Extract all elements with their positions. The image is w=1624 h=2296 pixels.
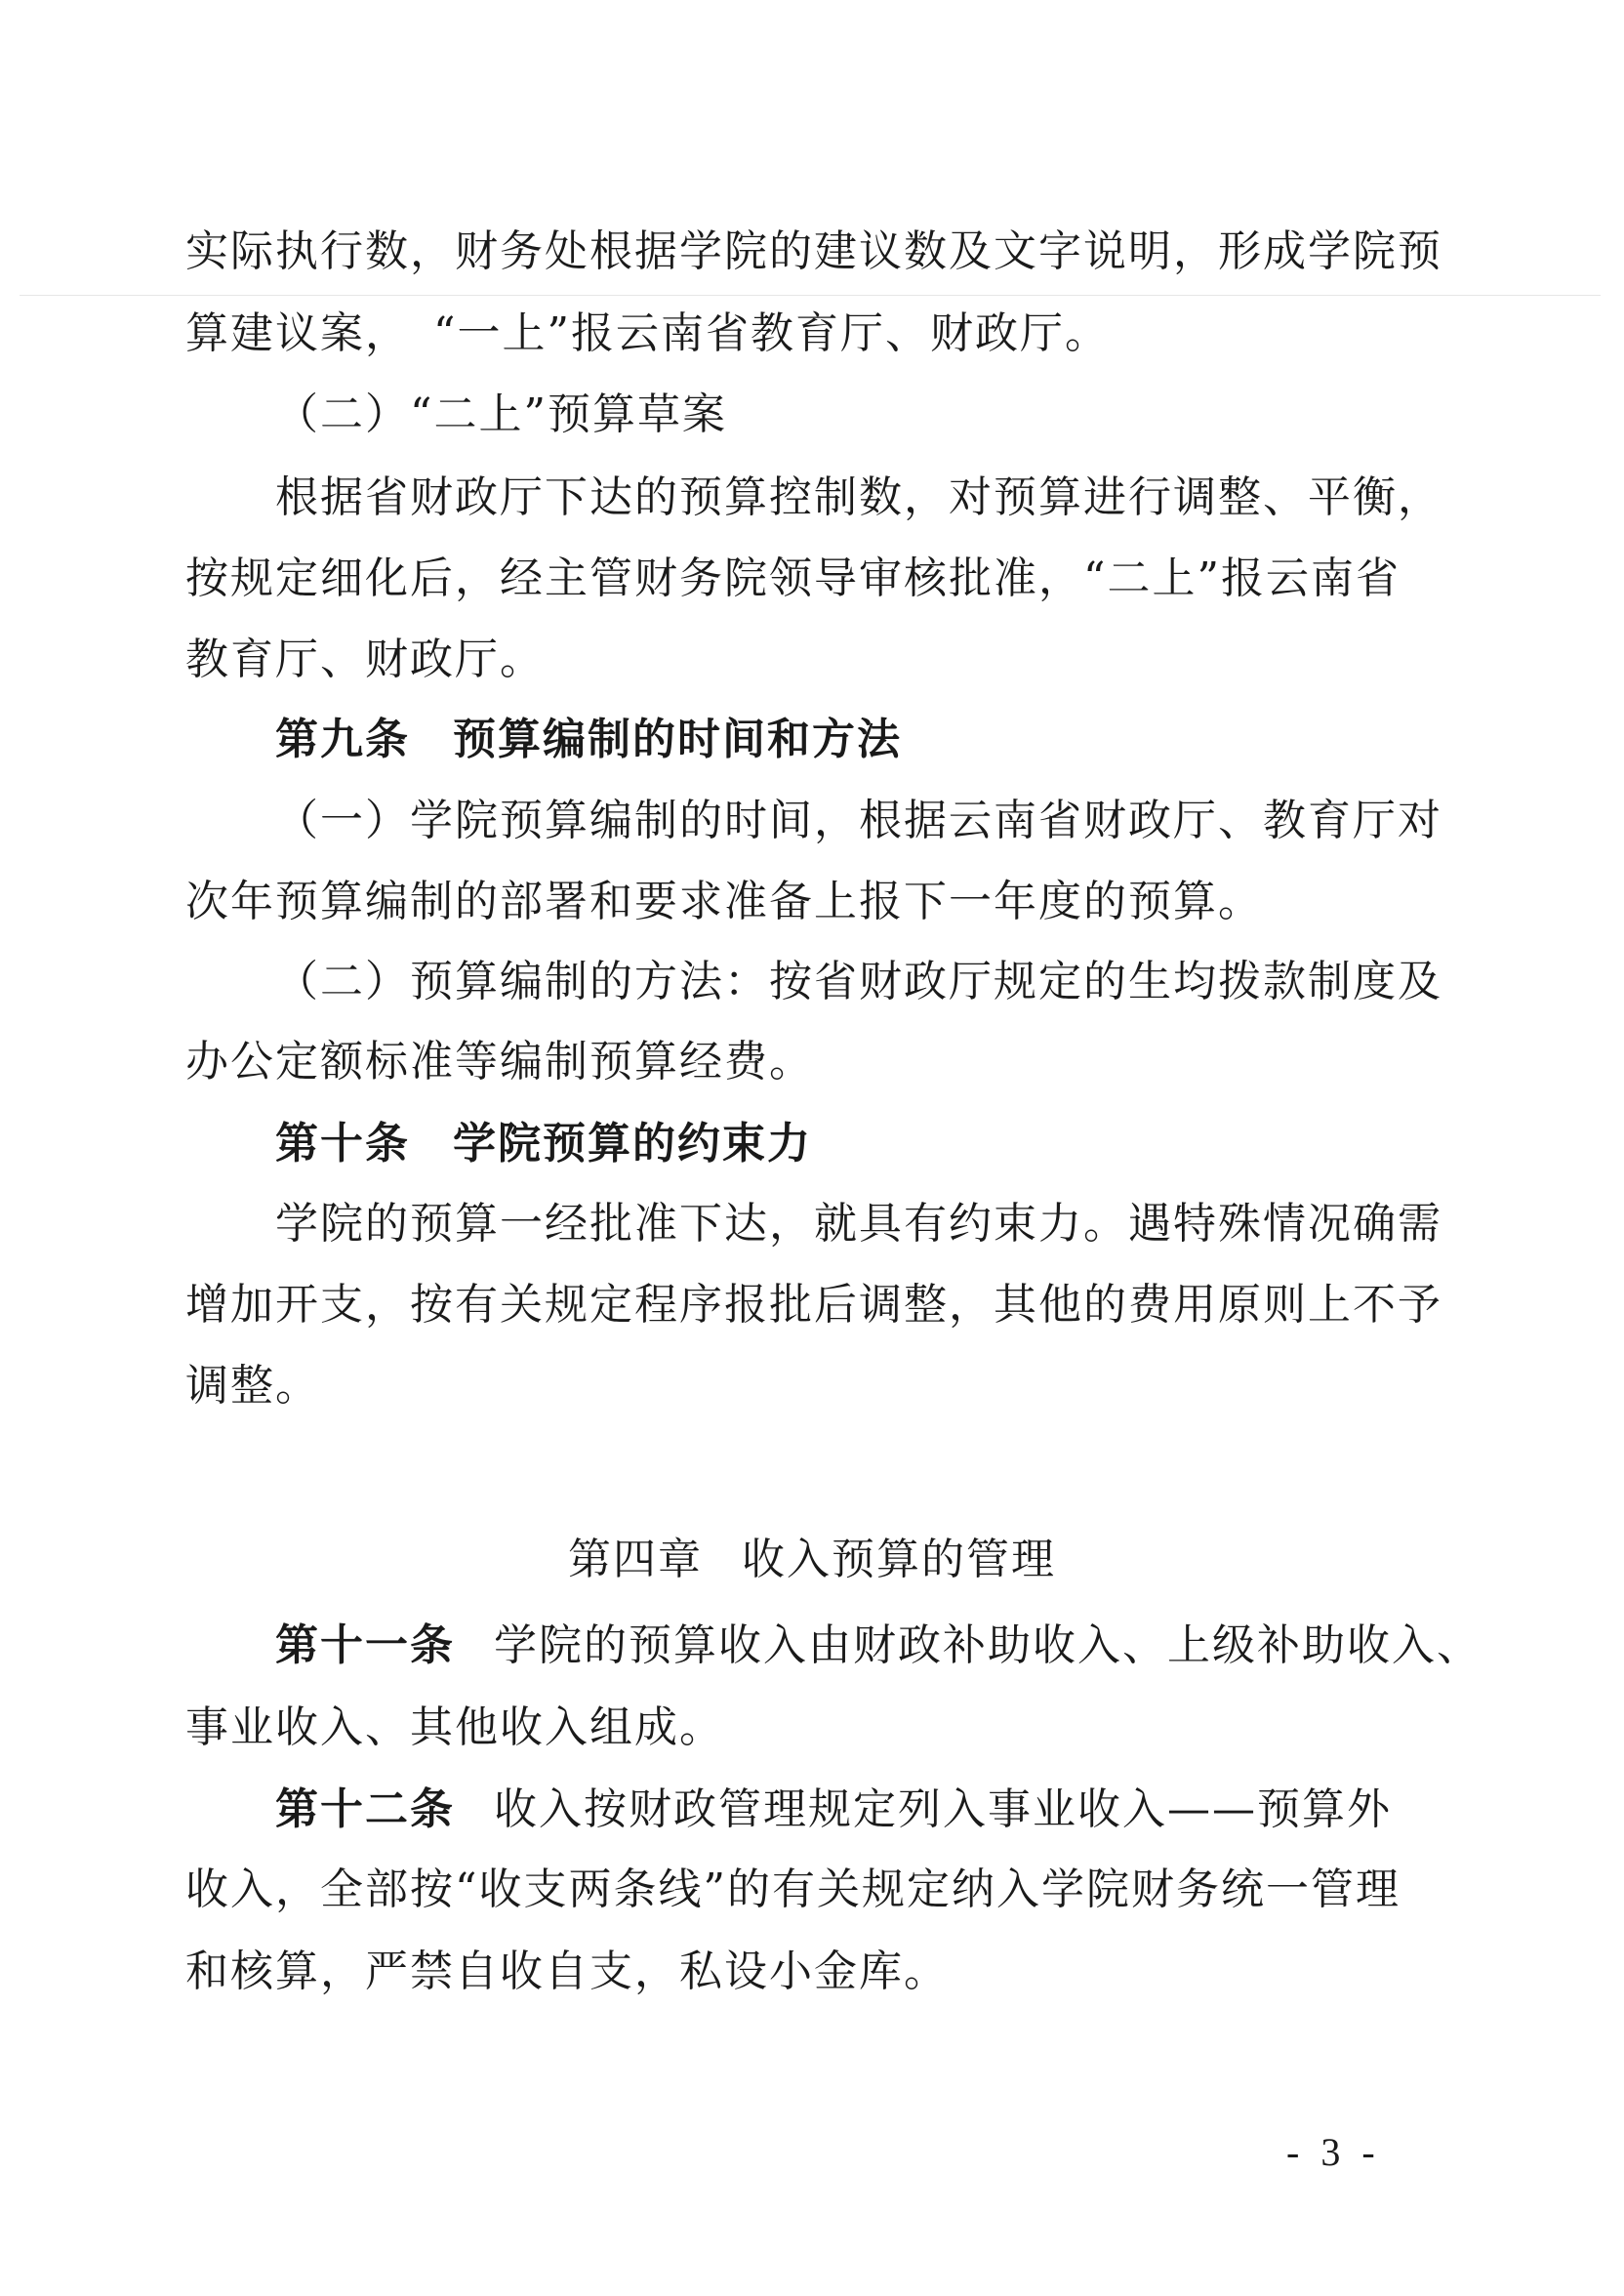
chapter-4-label: 第四章 [568, 1535, 703, 1584]
page-number: - 3 - [1286, 2130, 1381, 2174]
text-line-10: （二）预算编制的方法：按省财政厅规定的生均拨款制度及 [275, 957, 1442, 1006]
article-12-label: 第十二条 [275, 1784, 455, 1834]
article-9-title: 预算编制的时间和方法 [453, 715, 902, 764]
text-line-11: 办公定额标准等编制预算经费。 [185, 1037, 814, 1086]
text-line-2: 算建议案， “一上”报云南省教育厅、财政厅。 [185, 308, 1110, 358]
text-line-8: （一）学院预算编制的时间，根据云南省财政厅、教育厅对 [275, 796, 1442, 845]
text-line-14: 增加开支，按有关规定程序报批后调整，其他的费用原则上不予 [185, 1280, 1442, 1330]
text-line-20: 收入，全部按“收支两条线”的有关规定纳入学院财务统一管理 [185, 1865, 1401, 1914]
article-10-label: 第十条 [275, 1119, 410, 1168]
article-9-label: 第九条 [275, 715, 410, 764]
article-11-line [275, 1617, 1482, 1675]
text-line-1: 实际执行数，财务处根据学院的建议数及文字说明，形成学院预 [185, 226, 1442, 276]
chapter-4-heading [0, 1531, 1624, 1589]
text-line-21: 和核算，严禁自收自支，私设小金库。 [185, 1947, 949, 1996]
article-11-text: 学院的预算收入由财政补助收入、上级补助收入、 [494, 1620, 1482, 1670]
text-line-13: 学院的预算一经批准下达，就具有约束力。遇特殊情况确需 [275, 1199, 1442, 1249]
text-line-9: 次年预算编制的部署和要求准备上报下一年度的预算。 [185, 877, 1263, 926]
article-10-heading [275, 1115, 812, 1173]
article-11-label: 第十一条 [275, 1620, 455, 1670]
article-10-title: 学院预算的约束力 [453, 1119, 812, 1168]
text-line-6: 教育厅、财政厅。 [185, 635, 545, 684]
chapter-4-title: 收入预算的管理 [742, 1535, 1056, 1584]
section-2-title: （二）“二上”预算草案 [275, 390, 727, 439]
article-12-line [275, 1781, 1392, 1839]
text-line-15: 调整。 [185, 1361, 320, 1411]
article-9-heading [275, 711, 902, 769]
text-line-18: 事业收入、其他收入组成。 [185, 1702, 724, 1752]
text-line-5: 按规定细化后，经主管财务院领导审核批准，“二上”报云南省 [185, 554, 1401, 603]
text-line-4: 根据省财政厅下达的预算控制数，对预算进行调整、平衡， [275, 472, 1442, 522]
scan-artifact-line [20, 295, 1601, 296]
article-12-text: 收入按财政管理规定列入事业收入——预算外 [494, 1784, 1392, 1834]
